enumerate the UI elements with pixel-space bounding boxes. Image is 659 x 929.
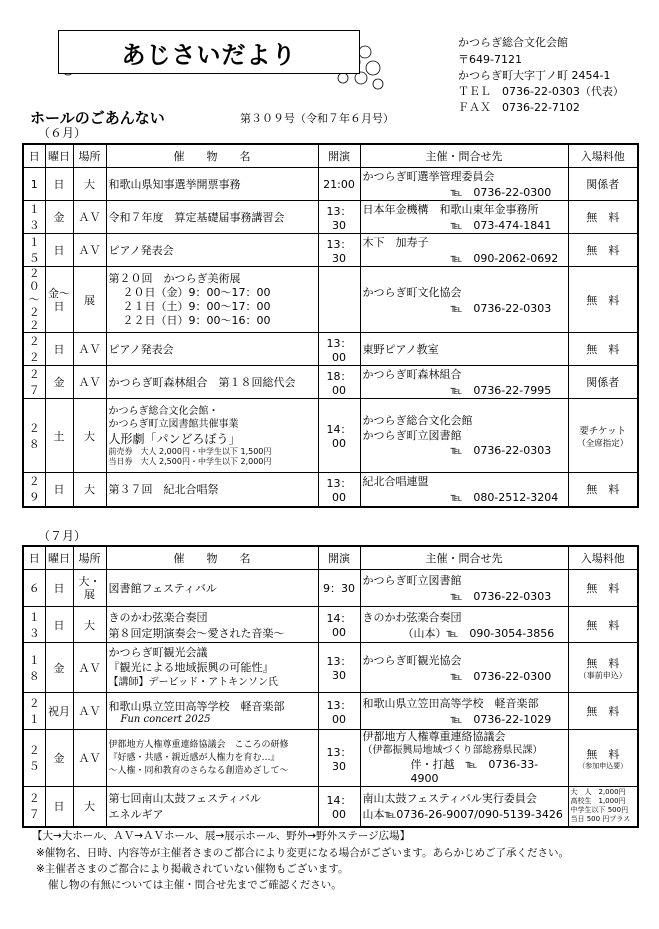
event-line: 第七回南山太鼓フェスティバル (108, 792, 261, 806)
event-line: 当日券 大人 2,500円・中学生以下 2,000円 (108, 456, 272, 466)
fee-line: （全席指定） (577, 438, 629, 449)
table-row (23, 473, 638, 507)
event-line: ２２日（日）9：00～16：00 (122, 313, 271, 327)
day: ２２ (23, 333, 45, 366)
event-name (106, 693, 318, 730)
event-name: 令和７年度 算定基礎届事務講習会 (106, 201, 318, 234)
organizer-name: かつらぎ町選挙管理委員会 (362, 170, 495, 183)
organizer (360, 473, 568, 507)
col-organizer: 主催・問合せ先 (360, 144, 568, 168)
event-line: ２０日（金）9：00～17：00 (122, 285, 271, 299)
organizer-name: かつらぎ町森林組合 (362, 368, 462, 381)
fee-line: 大 人 2,000円 (570, 788, 626, 797)
fee: 無 料 (568, 234, 638, 267)
start-time: 13：30 (318, 730, 360, 787)
event-name (106, 787, 318, 827)
organizer (360, 333, 568, 366)
event-line: 【講師】デービッド・アトキンソン氏 (108, 677, 278, 688)
organizer-name: かつらぎ町立図書館 (362, 429, 462, 442)
event-line: 『好感・共感・親近感が人権力を育む…』 (108, 752, 280, 763)
organizer-name: （伊都振興局地域づくり部総務県民課） (362, 745, 543, 756)
org-name: かつらぎ総合文化会館 (458, 36, 568, 49)
place: ＡＶ (73, 333, 106, 366)
start-time: 14：00 (318, 399, 360, 473)
fee: 関係者 (568, 168, 638, 201)
start-time: 13：00 (318, 473, 360, 507)
table-row (23, 570, 638, 607)
fee-line: 無 料 (586, 656, 620, 670)
organizer-name: かつらぎ町立図書館 (362, 574, 462, 587)
table-row (23, 399, 638, 473)
organizer-name: 和歌山県立笠田高等学校 軽音楽部 (362, 697, 539, 710)
col-event: 催 物 名 (106, 546, 318, 570)
place: 展 (73, 267, 106, 333)
dow: 日 (45, 473, 73, 507)
event-line: かつらぎ町観光会議 (108, 646, 208, 659)
place: 大 (73, 787, 106, 827)
newsletter-title: あじさいだより (58, 30, 360, 74)
dow: 金 (45, 366, 73, 399)
organizer-tel: ℡ 0736-22-0300 (450, 186, 552, 199)
place: 大 (73, 168, 106, 201)
fee-line: 高校生 1,000円 (570, 797, 626, 806)
day: １３ (23, 607, 45, 643)
event-line: 人形劇「パンどろぼう」 (108, 431, 241, 446)
place: 大 (73, 607, 106, 643)
fee-line: （参加申込要） (578, 761, 628, 770)
event-line: 伊都地方人権尊重連絡協議会 こころの研修 (108, 739, 289, 750)
event-line: 前売券 大人 2,000円・中学生以下 1,500円 (108, 446, 272, 456)
note: ※主催者さまのご都合により掲載されていない催物もございます。 (36, 863, 349, 875)
fee-line: 要チケット (579, 425, 627, 437)
event-name: 和歌山県知事選挙開票事務 (106, 168, 318, 201)
organizer-name: 木下 加寿子 (362, 236, 429, 249)
org-address: かつらぎ町大字丁ノ町 2454-1 (458, 69, 611, 82)
event-line: きのかわ弦楽合奏団 (108, 610, 208, 624)
organizer (360, 643, 568, 693)
event-name: かつらぎ町森林組合 第１８回総代会 (106, 366, 318, 399)
col-dow: 曜日 (45, 144, 73, 168)
organizer-name: かつらぎ町観光協会 (362, 653, 462, 667)
event-line: ～人権・同和教育のさらなる創造めざして～ (108, 765, 289, 776)
org-tel: ＴＥＬ 0736-22-0303（代表） (458, 85, 624, 98)
col-place: 場所 (73, 144, 106, 168)
day: ２８ (23, 399, 45, 473)
place: ＡＶ (73, 693, 106, 730)
start-time: 21:00 (318, 168, 360, 201)
fee (568, 399, 638, 473)
fee-line: 当日 500 円プラス (570, 815, 631, 824)
organizer-name: 日本年金機構 和歌山東年金事務所 (362, 203, 539, 216)
fee: 無 料 (568, 570, 638, 607)
event-name: 第３７回 紀北合唱祭 (106, 473, 318, 507)
col-day: 日 (23, 546, 45, 570)
event-line: ２１日（土）9：00～17：00 (122, 299, 271, 313)
fee: 関係者 (568, 366, 638, 399)
dow: 日 (45, 168, 73, 201)
event-name (106, 607, 318, 643)
note: ※催物名、日時、内容等が主催者さまのご都合により変更になる場合がございます。あらかじめご了承ください。 (36, 847, 569, 859)
start-time: 14：00 (318, 607, 360, 643)
fee: 無 料 (568, 267, 638, 333)
event-line: かつらぎ総合文化会館・ (108, 405, 219, 417)
organizer-tel: ℡ 0736-22-7995 (450, 384, 552, 397)
col-dow: 曜日 (45, 546, 73, 570)
organizer (360, 168, 568, 201)
organizer-tel: 伴・打越 ℡ 0736-33-4900 (410, 758, 539, 785)
june-label: （６月） (38, 126, 87, 140)
fee: 無 料 (568, 607, 638, 643)
day: 1 (23, 168, 45, 201)
event-line: 『観光による地域振興の可能性』 (108, 661, 274, 674)
day: ２９ (23, 473, 45, 507)
col-organizer: 主催・問合せ先 (360, 546, 568, 570)
event-name: ピアノ発表会 (106, 234, 318, 267)
organizer (360, 366, 568, 399)
table-row (23, 201, 638, 234)
table-row (23, 234, 638, 267)
dow: 日 (45, 570, 73, 607)
place: 大 (73, 399, 106, 473)
organizer-name: かつらぎ町文化協会 (362, 285, 462, 299)
organizer (360, 787, 568, 827)
dow: 祝月 (45, 693, 73, 730)
day: ２５ (23, 730, 45, 787)
page-title: ホールのごあんない (30, 109, 165, 127)
place: ＡＶ (73, 366, 106, 399)
fee: 無 料 (568, 333, 638, 366)
org-fax: ＦＡＸ 0736-22-7102 (458, 101, 580, 114)
event-line: 和歌山県立笠田高等学校 軽音楽部 (108, 699, 285, 713)
fee-line: 中学生以下 500円 (570, 806, 629, 815)
start-time: 13：30 (318, 201, 360, 234)
table-row (23, 643, 638, 693)
organizer-tel: ℡ 073-474-1841 (450, 219, 552, 232)
organizer (360, 693, 568, 730)
event-name (106, 730, 318, 787)
organizer-name: 東野ピアノ教室 (362, 343, 439, 356)
organizer-name: きのかわ弦楽合奏団 (362, 610, 462, 624)
day: １８ (23, 643, 45, 693)
start-time (318, 267, 360, 333)
start-time: 13：00 (318, 693, 360, 730)
start-time: 13：30 (318, 643, 360, 693)
organizer-tel: ℡ 0736-22-0303 (450, 444, 552, 457)
col-time: 開演 (318, 144, 360, 168)
day: １５ (23, 234, 45, 267)
organizer-name: 紀北合唱連盟 (362, 475, 429, 489)
table-row (23, 607, 638, 643)
place: ＡＶ (73, 234, 106, 267)
event-name (106, 267, 318, 333)
organizer-tel: ℡ 0736-22-0303 (450, 590, 552, 603)
june-table (22, 143, 639, 508)
day: ２０～２２ (23, 267, 45, 333)
start-time: 9：30 (318, 570, 360, 607)
place: 大・展 (73, 570, 106, 607)
organizer (360, 267, 568, 333)
start-time: 13：30 (318, 234, 360, 267)
col-fee: 入場料他 (568, 144, 638, 168)
organizer-tel: ℡ 0736-22-0303 (450, 301, 552, 315)
july-label: （７月） (38, 529, 87, 543)
fee: 無 料 (568, 201, 638, 234)
start-time: 14：00 (318, 787, 360, 827)
organizer (360, 399, 568, 473)
day: ６ (23, 570, 45, 607)
organizer-name: かつらぎ総合文化会館 (362, 414, 473, 427)
dow: 土 (45, 399, 73, 473)
organizer (360, 570, 568, 607)
organizer-tel: ℡ 0736-22-0300 (450, 669, 552, 683)
event-name: ピアノ発表会 (106, 333, 318, 366)
col-time: 開演 (318, 546, 360, 570)
table-row (23, 366, 638, 399)
day: １３ (23, 201, 45, 234)
organizer (360, 201, 568, 234)
fee: 無 料 (568, 693, 638, 730)
issue-number: 第３０９号（令和７年６月号） (240, 112, 394, 125)
organizer-name: 南山太鼓フェスティバル実行委員会 (362, 792, 537, 806)
dow: 金 (45, 201, 73, 234)
dow: 日 (45, 787, 73, 827)
place: ＡＶ (73, 730, 106, 787)
july-table (22, 545, 639, 828)
table-row (23, 168, 638, 201)
event-name (106, 399, 318, 473)
event-line: かつらぎ町立図書館共催事業 (108, 418, 239, 430)
table-header-row (23, 546, 638, 570)
organizer-tel: ℡ 080-2512-3204 (450, 491, 559, 505)
dow: 金～日 (45, 267, 73, 333)
col-place: 場所 (73, 546, 106, 570)
fee-line: （事前申込） (578, 670, 627, 680)
legend-note: 【大→大ホール、ＡＶ→ＡＶホール、展→展示ホール、野外→野外ステージ広場】 (32, 830, 411, 842)
day: ２７ (23, 787, 45, 827)
table-row (23, 267, 638, 333)
dow: 金 (45, 730, 73, 787)
day: ２１ (23, 693, 45, 730)
event-line: 第２０回 かつらぎ美術展 (108, 271, 241, 285)
event-line: 第８回定期演奏会～愛された音楽～ (108, 626, 285, 640)
fee-line: 無 料 (586, 747, 620, 761)
organizer-name: 伊都地方人権尊重連絡協議会 (362, 730, 506, 743)
dow: 日 (45, 607, 73, 643)
dow: 日 (45, 333, 73, 366)
col-day: 日 (23, 144, 45, 168)
start-time: 18：00 (318, 366, 360, 399)
event-name: 図書館フェスティバル (106, 570, 318, 607)
table-header-row (23, 144, 638, 168)
event-line: エネルギア (108, 808, 164, 822)
table-row (23, 730, 638, 787)
org-postal: 〒649-7121 (458, 53, 522, 66)
organizer (360, 730, 568, 787)
note: 催し物の有無については主催・問合せ先までご確認ください。 (48, 879, 342, 891)
fee: 無 料 (568, 473, 638, 507)
fee (568, 787, 638, 827)
organizer-tel: 山本℡0736-26-9007/090-5139-3426 (362, 808, 563, 822)
organizer (360, 607, 568, 643)
event-name (106, 643, 318, 693)
organizer-tel: （山本）℡ 090-3054-3856 (402, 626, 555, 640)
table-row (23, 333, 638, 366)
col-event: 催 物 名 (106, 144, 318, 168)
day: ２７ (23, 366, 45, 399)
fee (568, 730, 638, 787)
organizer (360, 234, 568, 267)
start-time: 13：00 (318, 333, 360, 366)
organizer-tel: ℡ 090-2062-0692 (450, 252, 559, 265)
place: ＡＶ (73, 201, 106, 234)
place: ＡＶ (73, 643, 106, 693)
col-fee: 入場料他 (568, 546, 638, 570)
place: 大 (73, 473, 106, 507)
organizer-tel: ℡ 0736-22-1029 (450, 713, 552, 726)
event-line: Fun concert 2025 (120, 713, 211, 725)
dow: 日 (45, 234, 73, 267)
fee (568, 643, 638, 693)
table-row (23, 787, 638, 827)
dow: 金 (45, 643, 73, 693)
table-row (23, 693, 638, 730)
